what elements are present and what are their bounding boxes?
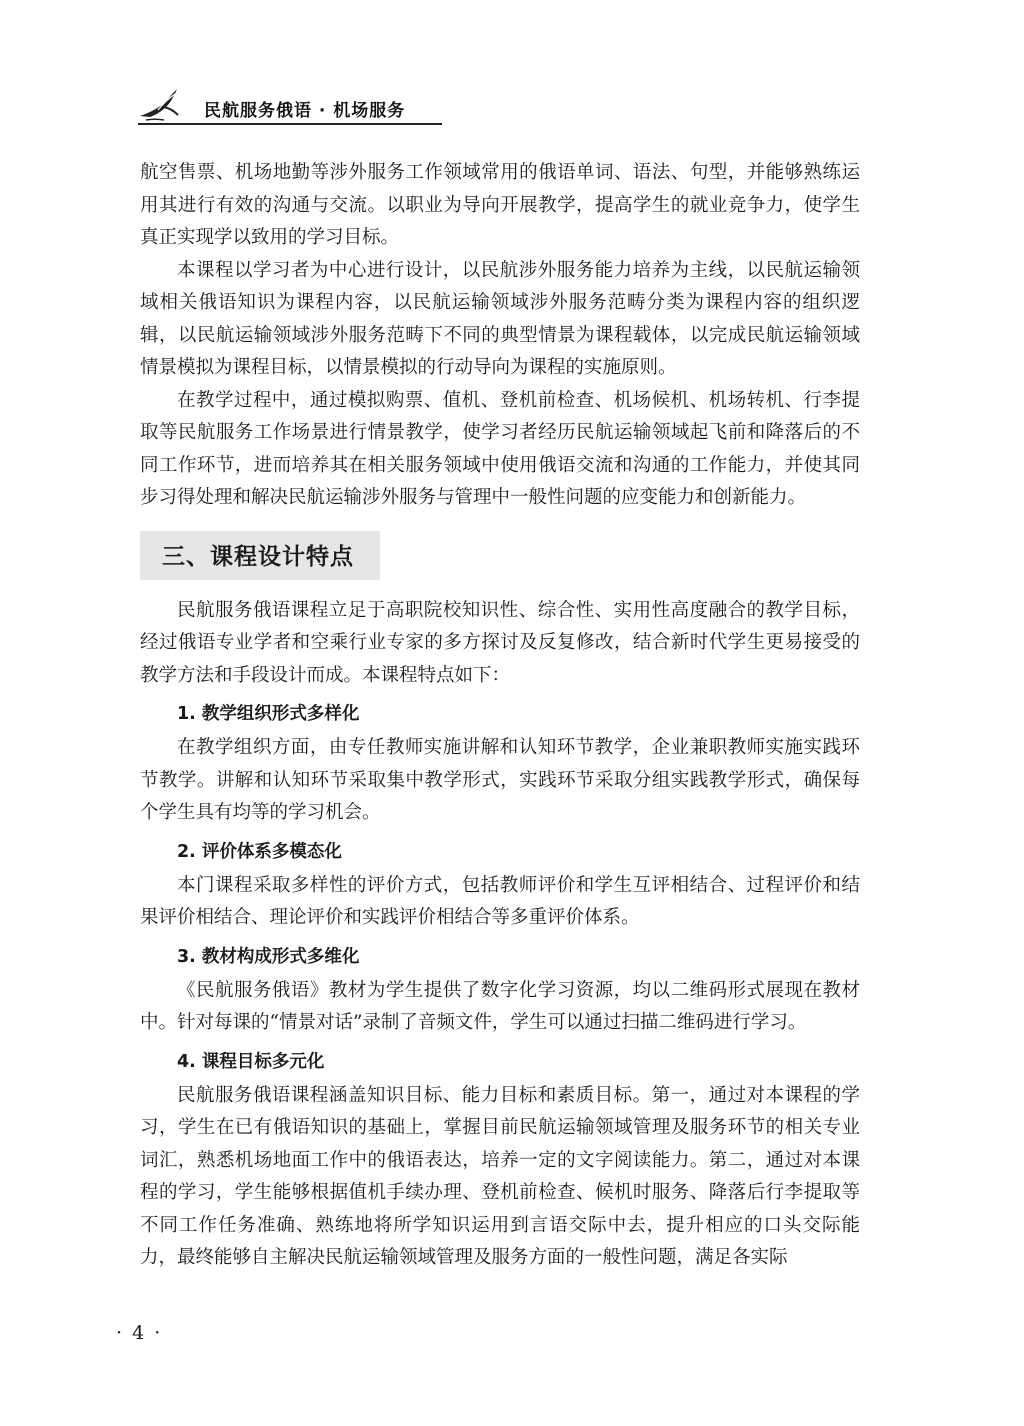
section-heading: 三、课程设计特点	[140, 531, 380, 580]
running-header	[138, 86, 442, 128]
paragraph-3: 在教学过程中，通过模拟购票、值机、登机前检查、机场候机、机场转机、行李提取等民航服务工作场景进行情景教学，使学习者经历民航运输领域起飞前和降落后的不同工作环节，进而培养其在相关服务领域中使用俄语交流和沟通的工作能力，并使其同步习得处理和解决民航运输涉外服务与管理中一般性问题的应变能力和创新能力。	[140, 389, 860, 508]
paragraph-2: 本课程以学习者为中心进行设计，以民航涉外服务能力培养为主线，以民航运输领域相关俄语知识为课程内容，以民航运输领域涉外服务范畴分类为课程内容的组织逻辑，以民航运输领域涉外服务范畴下不同的典型情景为课程载体，以完成民航运输领域情景模拟为课程目标，以情景模拟的行动导向为课程的实施原则。	[140, 259, 860, 378]
paragraph-5: 在教学组织方面，由专任教师实施讲解和认知环节教学，企业兼职教师实施实践环节教学。讲解和认知环节采取集中教学形式，实践环节采取分组实践教学形式，确保每个学生具有均等的学习机会。	[140, 737, 860, 823]
page-body	[140, 157, 860, 1275]
subheading-2: 2. 评价体系多模态化	[177, 841, 342, 862]
subheading-4: 4. 课程目标多元化	[177, 1051, 325, 1072]
subheading-3: 3. 教材构成形式多维化	[177, 946, 360, 967]
page-number: · 4 ·	[116, 1322, 163, 1344]
running-title: 民航服务俄语 · 机场服务	[204, 101, 406, 121]
paragraph-1: 航空售票、机场地勤等涉外服务工作领域常用的俄语单词、语法、句型，并能够熟练运用其进行有效的沟通与交流。以职业为导向开展教学，提高学生的就业竞争力，使学生真正实现学以致用的学习目标。	[140, 162, 860, 248]
subheading-1: 1. 教学组织形式多样化	[177, 704, 360, 724]
paragraph-7: 《民航服务俄语》教材为学生提供了数字化学习资源，均以二维码形式展现在教材中。针对每课的“情景对话”录制了音频文件，学生可以通过扫描二维码进行学习。	[140, 979, 860, 1033]
paragraph-4: 民航服务俄语课程立足于高职院校知识性、综合性、实用性高度融合的教学目标，经过俄语专业学者和空乘行业专家的多方探讨及反复修改，结合新时代学生更易接受的教学方法和手段设计而成。本课程特点如下：	[140, 599, 860, 686]
paragraph-8: 民航服务俄语课程涵盖知识目标、能力目标和素质目标。第一，通过对本课程的学习，学生在已有俄语知识的基础上，掌握目前民航运输领域管理及服务环节的相关专业词汇，熟悉机场地面工作中的俄语表达，培养一定的文字阅读能力。第二，通过对本课程的学习，学生能够根据值机手续办理、登机前检查、候机时服务、降落后行李提取等不同工作任务准确、熟练地将所学知识运用到言语交际中去，提升相应的口头交际能力，最终能够自主解决民航运输领域管理及服务方面的一般性问题，满足各实际	[140, 1084, 860, 1268]
bird-logo-icon	[138, 86, 186, 126]
paragraph-6: 本门课程采取多样性的评价方式，包括教师评价和学生互评相结合、过程评价和结果评价相结合、理论评价和实践评价相结合等多重评价体系。	[140, 874, 860, 928]
header-rule	[138, 123, 442, 125]
